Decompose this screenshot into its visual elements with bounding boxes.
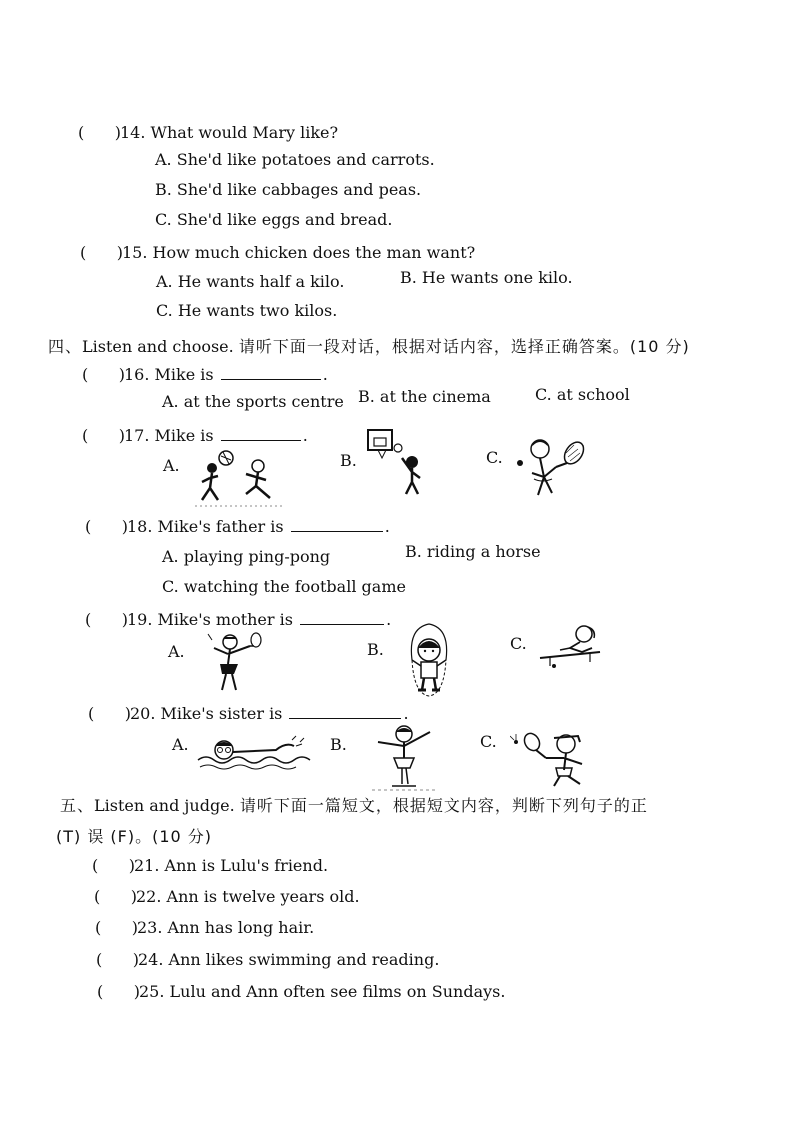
answer-bracket[interactable]: ( ) xyxy=(82,365,126,384)
answer-bracket[interactable]: ( ) xyxy=(78,123,122,142)
answer-bracket[interactable]: ( ) xyxy=(94,887,138,906)
question-stem: 15. How much chicken does the man want? xyxy=(122,243,476,262)
answer-blank[interactable] xyxy=(221,426,301,441)
answer-blank[interactable] xyxy=(300,610,384,625)
answer-blank[interactable] xyxy=(291,517,383,532)
question-stem: 20. Mike's sister is xyxy=(130,704,283,723)
playing-football-icon[interactable] xyxy=(190,448,290,510)
question-stem: 17. Mike is xyxy=(124,426,214,445)
question-16 xyxy=(82,365,328,385)
option-a-label: A. xyxy=(163,456,180,475)
answer-bracket[interactable]: ( ) xyxy=(85,517,129,536)
question-stem: 16. Mike is xyxy=(124,365,214,384)
judge-item-23 xyxy=(95,918,314,938)
option-a: A. She'd like potatoes and carrots. xyxy=(155,150,435,169)
judge-statement: 21. Ann is Lulu's friend. xyxy=(134,856,329,875)
option-b-label: B. xyxy=(330,735,347,754)
period: . xyxy=(403,704,409,723)
option-c: C. He wants two kilos. xyxy=(156,301,338,320)
question-14 xyxy=(78,123,338,143)
option-b: B. She'd like cabbages and peas. xyxy=(155,180,422,199)
judge-item-24 xyxy=(96,950,439,970)
playing-badminton-girl-icon[interactable] xyxy=(510,728,602,788)
period: . xyxy=(322,365,328,384)
answer-bracket[interactable]: ( ) xyxy=(96,950,140,969)
period: . xyxy=(302,426,308,445)
question-stem: 14. What would Mary like? xyxy=(120,123,339,142)
answer-bracket[interactable]: ( ) xyxy=(82,426,126,445)
section-number: 四、 xyxy=(48,337,83,356)
period: . xyxy=(386,610,392,629)
answer-blank[interactable] xyxy=(221,365,321,380)
section-title-en: Listen and judge. xyxy=(94,796,235,815)
option-a-label: A. xyxy=(168,642,185,661)
section-title-en: Listen and choose. xyxy=(82,337,234,356)
answer-bracket[interactable]: ( ) xyxy=(85,610,129,629)
judge-statement: 23. Ann has long hair. xyxy=(137,918,315,937)
section-4-heading xyxy=(48,336,690,358)
playing-basketball-icon[interactable] xyxy=(366,428,436,498)
question-17 xyxy=(82,426,308,446)
judge-item-21 xyxy=(92,856,328,876)
judge-statement: 24. Ann likes swimming and reading. xyxy=(138,950,440,969)
playing-badminton-icon[interactable] xyxy=(202,630,272,696)
option-c-label: C. xyxy=(480,732,497,751)
answer-bracket[interactable]: ( ) xyxy=(92,856,136,875)
section-title-cn: 请听下面一段对话，根据对话内容，选择正确答案。(10 分) xyxy=(238,337,690,356)
option-a: A. at the sports centre xyxy=(162,392,344,411)
option-a-label: A. xyxy=(172,735,189,754)
option-b-label: B. xyxy=(340,451,357,470)
skipping-rope-icon[interactable] xyxy=(404,620,454,700)
question-stem: 18. Mike's father is xyxy=(127,517,284,536)
option-b: B. riding a horse xyxy=(405,542,541,561)
question-19 xyxy=(85,610,391,630)
answer-bracket[interactable]: ( ) xyxy=(80,243,124,262)
judge-statement: 22. Ann is twelve years old. xyxy=(136,887,360,906)
judge-item-25 xyxy=(97,982,505,1002)
skating-icon[interactable] xyxy=(368,722,440,792)
playing-tennis-icon[interactable] xyxy=(512,433,592,503)
option-c: C. at school xyxy=(535,385,630,404)
option-c-label: C. xyxy=(486,448,503,467)
option-b-label: B. xyxy=(367,640,384,659)
answer-bracket[interactable]: ( ) xyxy=(97,982,141,1001)
option-a: A. playing ping-pong xyxy=(162,547,331,566)
question-15 xyxy=(80,243,475,263)
swimming-icon[interactable] xyxy=(196,732,312,772)
question-stem: 19. Mike's mother is xyxy=(127,610,293,629)
section-title-cn: 请听下面一篇短文，根据短文内容，判断下列句子的正 xyxy=(239,796,648,815)
section-5-heading-line2: (T) 误 (F)。(10 分) xyxy=(56,827,213,846)
judge-statement: 25. Lulu and Ann often see films on Sundays. xyxy=(139,982,506,1001)
answer-bracket[interactable]: ( ) xyxy=(95,918,139,937)
playing-ping-pong-icon[interactable] xyxy=(530,622,610,672)
question-20 xyxy=(88,704,409,724)
option-c-label: C. xyxy=(510,634,527,653)
option-c: C. She'd like eggs and bread. xyxy=(155,210,393,229)
option-b: B. He wants one kilo. xyxy=(400,268,573,287)
answer-blank[interactable] xyxy=(289,704,401,719)
option-a: A. He wants half a kilo. xyxy=(156,272,345,291)
answer-bracket[interactable]: ( ) xyxy=(88,704,132,723)
section-number: 五、 xyxy=(60,796,95,815)
period: . xyxy=(384,517,390,536)
judge-item-22 xyxy=(94,887,360,907)
section-5-heading xyxy=(60,795,648,817)
option-b: B. at the cinema xyxy=(358,387,491,406)
question-18 xyxy=(85,517,390,537)
option-c: C. watching the football game xyxy=(162,577,406,596)
